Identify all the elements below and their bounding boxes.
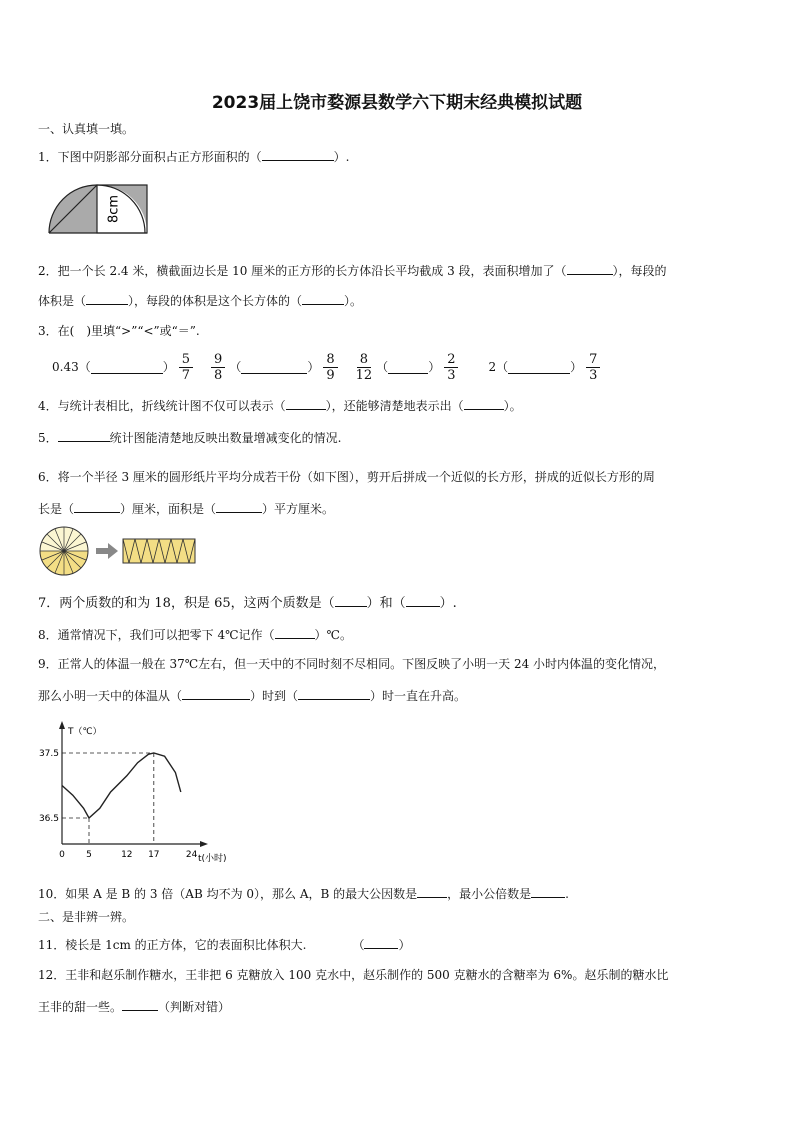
q5-num: 5． bbox=[38, 431, 58, 445]
q2-text-2c: ）。 bbox=[344, 294, 363, 308]
q4-text-c: ）。 bbox=[503, 399, 522, 413]
question-9-line-1: 9．正常人的体温一般在 37℃左右，但一天中的不同时刻不尽相同。下图反映了小明一天 24 小时内体温的变化情况， bbox=[38, 657, 666, 671]
q2-text-1: 2．把一个长 2.4 米，横截面边长是 10 厘米的正方形的长方体沿长平均截成 3 段，表面积增加了（ bbox=[38, 264, 567, 278]
y-tick-labels bbox=[39, 749, 59, 824]
q7-blank-2[interactable] bbox=[406, 593, 440, 607]
q2-text-2b: ），每段的体积是这个长方体的（ bbox=[128, 294, 303, 308]
x-axis-arrow bbox=[200, 841, 208, 847]
q8-text-b: ）℃。 bbox=[314, 628, 352, 642]
q6-text-c: ）平方厘米。 bbox=[262, 502, 335, 516]
fraction-5-7: $\frac{5}{7}$ bbox=[179, 352, 193, 383]
q3-close-1: ） bbox=[162, 360, 175, 374]
q2-blank-3[interactable] bbox=[302, 291, 344, 305]
q12-text-b: （判断对错） bbox=[158, 1000, 231, 1014]
x-tick-label: 17 bbox=[148, 850, 160, 860]
q2-blank-1[interactable] bbox=[567, 261, 613, 275]
q3-b: 2（ bbox=[488, 360, 509, 374]
question-11 bbox=[38, 935, 410, 953]
question-1 bbox=[38, 147, 349, 165]
fraction-9-8: $\frac{9}{8}$ bbox=[211, 352, 225, 383]
q6-blank-2[interactable] bbox=[216, 499, 262, 513]
q12-text-a: 王非的甜一些。 bbox=[38, 1000, 123, 1014]
q1-blank[interactable] bbox=[262, 147, 334, 161]
y-tick-label: 37.5 bbox=[38, 749, 59, 759]
question-4 bbox=[38, 396, 522, 414]
x-axis-label: t(小时) bbox=[198, 854, 227, 864]
q8-text-a: 8．通常情况下，我们可以把零下 4℃记作（ bbox=[38, 628, 275, 642]
q3-close-3: ） bbox=[428, 360, 441, 374]
question-12-line-2 bbox=[38, 997, 230, 1015]
x-tick-label: 0 bbox=[59, 850, 65, 860]
question-2-line-1 bbox=[38, 261, 667, 279]
fig1-label: 8cm bbox=[106, 194, 122, 224]
fraction-8-9: $\frac{8}{9}$ bbox=[323, 352, 337, 383]
x-tick-label: 12 bbox=[121, 850, 133, 860]
q10-text-c: . bbox=[565, 887, 569, 901]
q5-blank[interactable] bbox=[58, 428, 110, 442]
q3-a: 0.43（ bbox=[52, 360, 91, 374]
q3-blank-4[interactable] bbox=[508, 360, 570, 374]
question-3: 3．在( )里填“>”“<”或“＝”. bbox=[38, 324, 200, 338]
x-tick-label: 24 bbox=[185, 850, 198, 860]
question-10 bbox=[38, 884, 569, 902]
q3-blank-1[interactable] bbox=[91, 360, 163, 374]
approximate-rectangle bbox=[123, 539, 195, 563]
question-12-line-1: 12．王非和赵乐制作糖水，王非把 6 克糖放入 100 克水中，赵乐制作的 500 克糖水的含糖率为 6%。赵乐制的糖水比 bbox=[38, 968, 669, 982]
section-2-heading: 二、是非辨一辨。 bbox=[38, 910, 135, 924]
fraction-2-3: $\frac{2}{3}$ bbox=[444, 352, 458, 383]
x-tick-label: 5 bbox=[86, 850, 92, 860]
q4-text-b: ），还能够清楚地表示出（ bbox=[325, 399, 464, 413]
q11-blank[interactable] bbox=[364, 935, 398, 949]
q3-close-2: ） bbox=[307, 360, 320, 374]
q3-blank-3[interactable] bbox=[388, 360, 428, 374]
q7-text-b: ）和（ bbox=[366, 596, 406, 611]
fraction-8-12: $\frac{8}{12}$ bbox=[355, 351, 373, 383]
question-9-line-2 bbox=[38, 686, 466, 704]
q11-text: 11．棱长是 1cm 的正方体，它的表面积比体积大. bbox=[38, 938, 307, 952]
q1-text: 1．下图中阴影部分面积占正方形面积的（ bbox=[38, 150, 262, 164]
page-title: 2023届上饶市婺源县数学六下期末经典模拟试题 bbox=[211, 93, 583, 113]
q10-text-b: ，最小公倍数是 bbox=[447, 887, 532, 901]
q5-text: 统计图能清楚地反映出数量增减变化的情况. bbox=[109, 431, 342, 445]
q3-blank-2[interactable] bbox=[241, 360, 307, 374]
section-1-heading: 一、认真填一填。 bbox=[38, 122, 135, 136]
question-8 bbox=[38, 625, 352, 643]
q4-text-a: 4．与统计表相比，折线统计图不仅可以表示（ bbox=[38, 399, 286, 413]
x-tick-labels bbox=[59, 850, 197, 860]
q9-blank-1[interactable] bbox=[182, 686, 250, 700]
divided-circle bbox=[40, 527, 88, 575]
temperature-series-line bbox=[62, 753, 181, 818]
q6-text-a: 长是（ bbox=[38, 502, 75, 516]
y-axis-arrow bbox=[59, 721, 65, 729]
question-7 bbox=[38, 593, 457, 612]
q9-blank-2[interactable] bbox=[298, 686, 370, 700]
q8-blank[interactable] bbox=[275, 625, 315, 639]
q3-open-3: （ bbox=[376, 360, 389, 374]
q2-blank-2[interactable] bbox=[86, 291, 128, 305]
q3-close-4: ） bbox=[570, 360, 583, 374]
q1-end: ）. bbox=[333, 150, 350, 164]
q6-blank-1[interactable] bbox=[74, 499, 120, 513]
question-6-line-1: 6．将一个半径 3 厘米的圆形纸片平均分成若干份（如下图），剪开后拼成一个近似的长方形，拼成的近似长方形的周 bbox=[38, 470, 655, 484]
q7-text-c: ）. bbox=[439, 596, 457, 611]
q9-text-b: ）时到（ bbox=[250, 689, 299, 703]
q6-text-b: ）厘米，面积是（ bbox=[120, 502, 217, 516]
semicircle-square-figure bbox=[44, 183, 152, 235]
q3-open-2: （ bbox=[229, 360, 242, 374]
question-2-line-2 bbox=[38, 291, 362, 309]
arrow-icon bbox=[96, 543, 118, 559]
question-3-items bbox=[52, 350, 604, 384]
question-5 bbox=[38, 428, 341, 446]
q10-blank-1[interactable] bbox=[417, 884, 447, 898]
circle-to-rectangle-figure bbox=[38, 525, 198, 577]
q4-blank-1[interactable] bbox=[286, 396, 326, 410]
q2-text-2a: 体积是（ bbox=[38, 294, 87, 308]
q2-text-1-end: ），每段的 bbox=[612, 264, 667, 278]
q10-text-a: 10．如果 A 是 B 的 3 倍（AB 均不为 0），那么 A，B 的最大公因数是 bbox=[38, 887, 418, 901]
question-6-line-2 bbox=[38, 499, 334, 517]
temperature-line-chart bbox=[36, 718, 238, 868]
q4-blank-2[interactable] bbox=[464, 396, 504, 410]
q9-text-a: 那么小明一天中的体温从（ bbox=[38, 689, 183, 703]
fraction-7-3: $\frac{7}{3}$ bbox=[586, 352, 600, 383]
q11-open: （ bbox=[352, 938, 365, 952]
q7-text-a: 7．两个质数的和为 18，积是 65，这两个质数是（ bbox=[38, 596, 335, 611]
y-tick-label: 36.5 bbox=[38, 814, 59, 824]
q11-close: ） bbox=[398, 938, 411, 952]
q10-blank-2[interactable] bbox=[531, 884, 565, 898]
q7-blank-1[interactable] bbox=[335, 593, 367, 607]
q12-blank[interactable] bbox=[122, 997, 158, 1011]
y-axis-label: T（℃） bbox=[68, 727, 102, 737]
q9-text-c: ）时一直在升高。 bbox=[370, 689, 467, 703]
